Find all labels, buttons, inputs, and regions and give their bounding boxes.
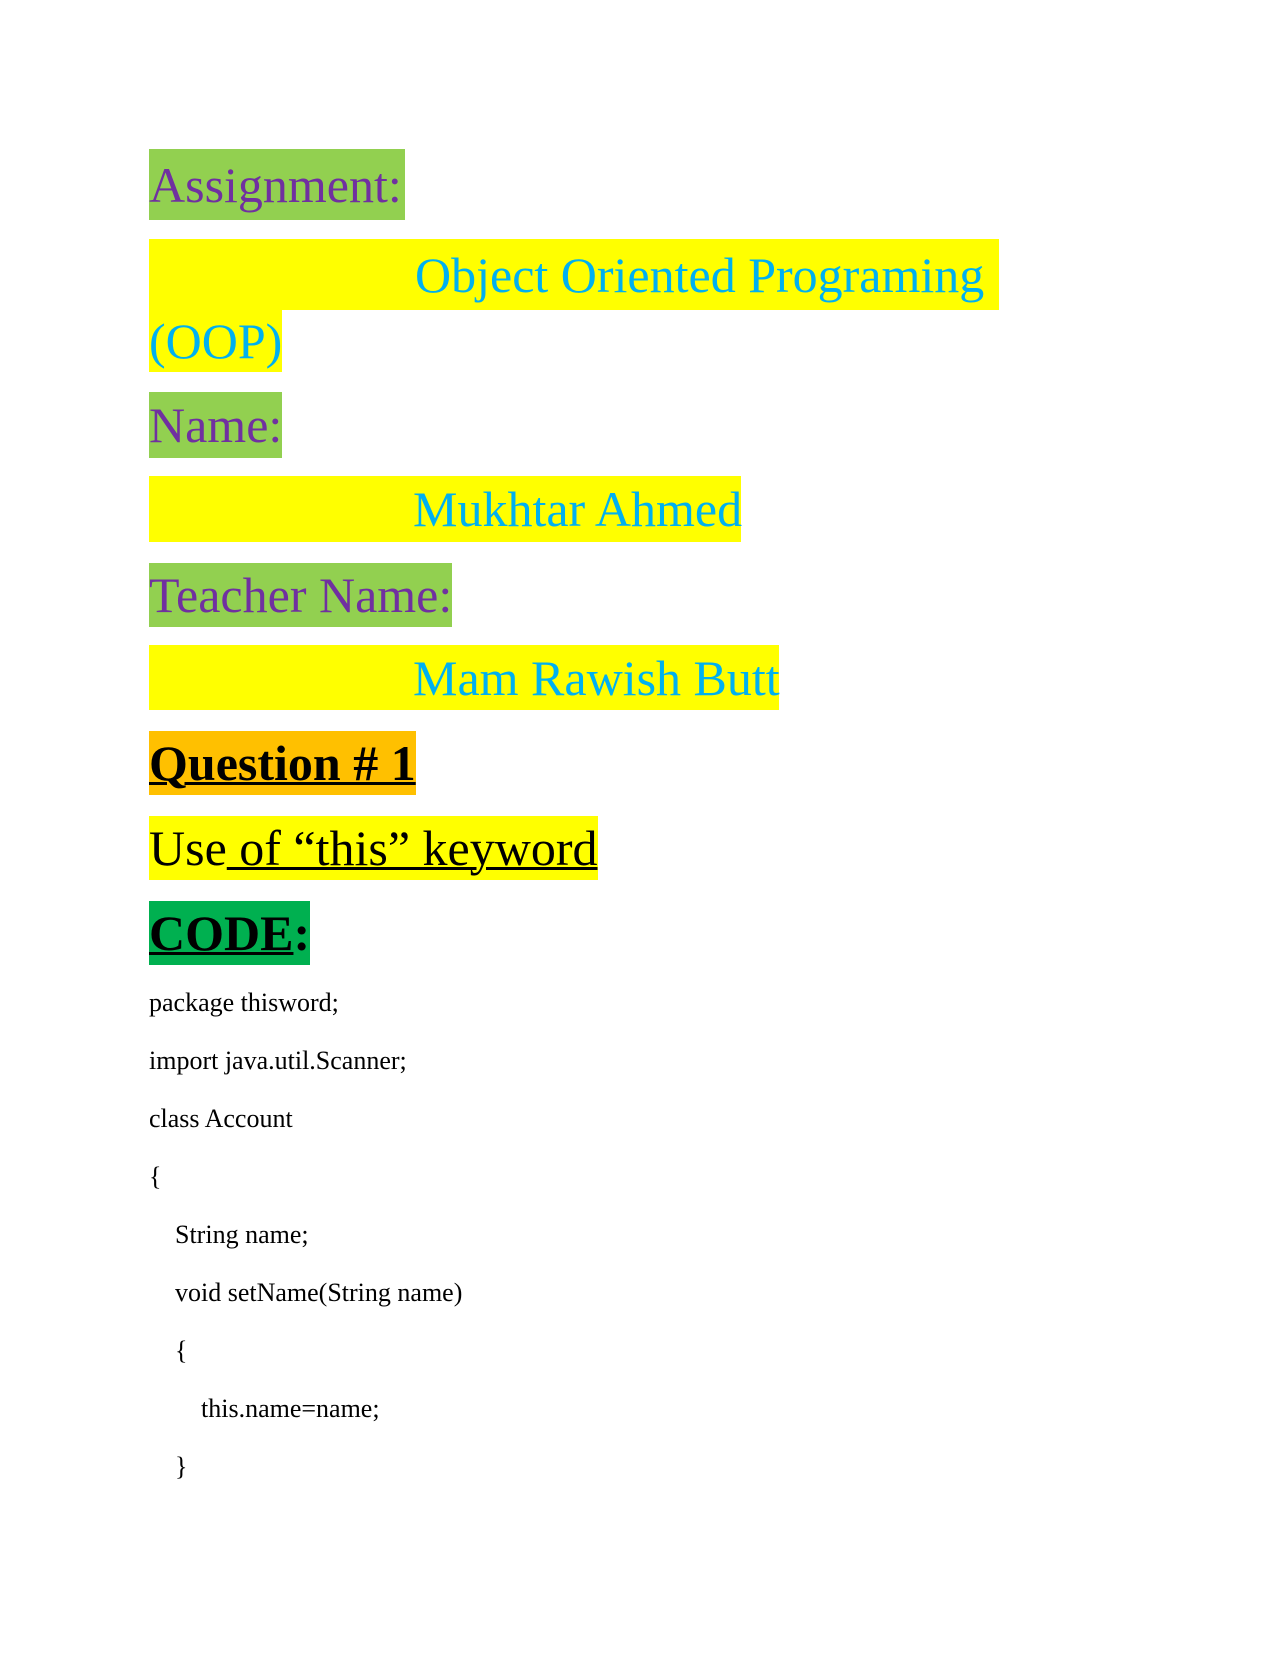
- name-label: [149, 392, 282, 458]
- question-title: [149, 731, 416, 795]
- name-value: [149, 476, 741, 542]
- name-label-text: Name:: [149, 397, 283, 453]
- assignment-label: [149, 149, 405, 220]
- code-heading: [149, 901, 310, 965]
- assignment-label-text: Assignment:: [149, 156, 402, 213]
- code-line: String name;: [149, 1220, 309, 1249]
- code-line: import java.util.Scanner;: [149, 1046, 407, 1075]
- topic-prefix: Use: [149, 820, 227, 876]
- code-line: void setName(String name): [149, 1278, 463, 1307]
- name-value-text: Mukhtar Ahmed: [413, 481, 743, 537]
- code-heading-colon: :: [293, 905, 311, 961]
- subject-abbrev-text: (OOP): [149, 313, 283, 369]
- code-heading-text: CODE: [149, 905, 294, 961]
- teacher-value-text: Mam Rawish Butt: [413, 649, 780, 706]
- code-line: {: [149, 1336, 188, 1365]
- question-title-text: Question # 1: [149, 735, 416, 791]
- code-line: {: [149, 1162, 162, 1191]
- code-line: class Account: [149, 1104, 293, 1133]
- topic-underlined: of “this” keyword: [226, 820, 598, 876]
- code-line: this.name=name;: [149, 1394, 380, 1423]
- subject-title-text: Object Oriented Programing: [415, 246, 985, 303]
- code-line: package thisword;: [149, 988, 339, 1017]
- subject-line-1: [149, 239, 999, 310]
- topic-line: [149, 816, 598, 880]
- teacher-label: [149, 563, 452, 627]
- subject-line-2: [149, 310, 282, 372]
- teacher-value: [149, 645, 779, 710]
- code-line: }: [149, 1452, 188, 1481]
- teacher-label-text: Teacher Name:: [149, 567, 453, 623]
